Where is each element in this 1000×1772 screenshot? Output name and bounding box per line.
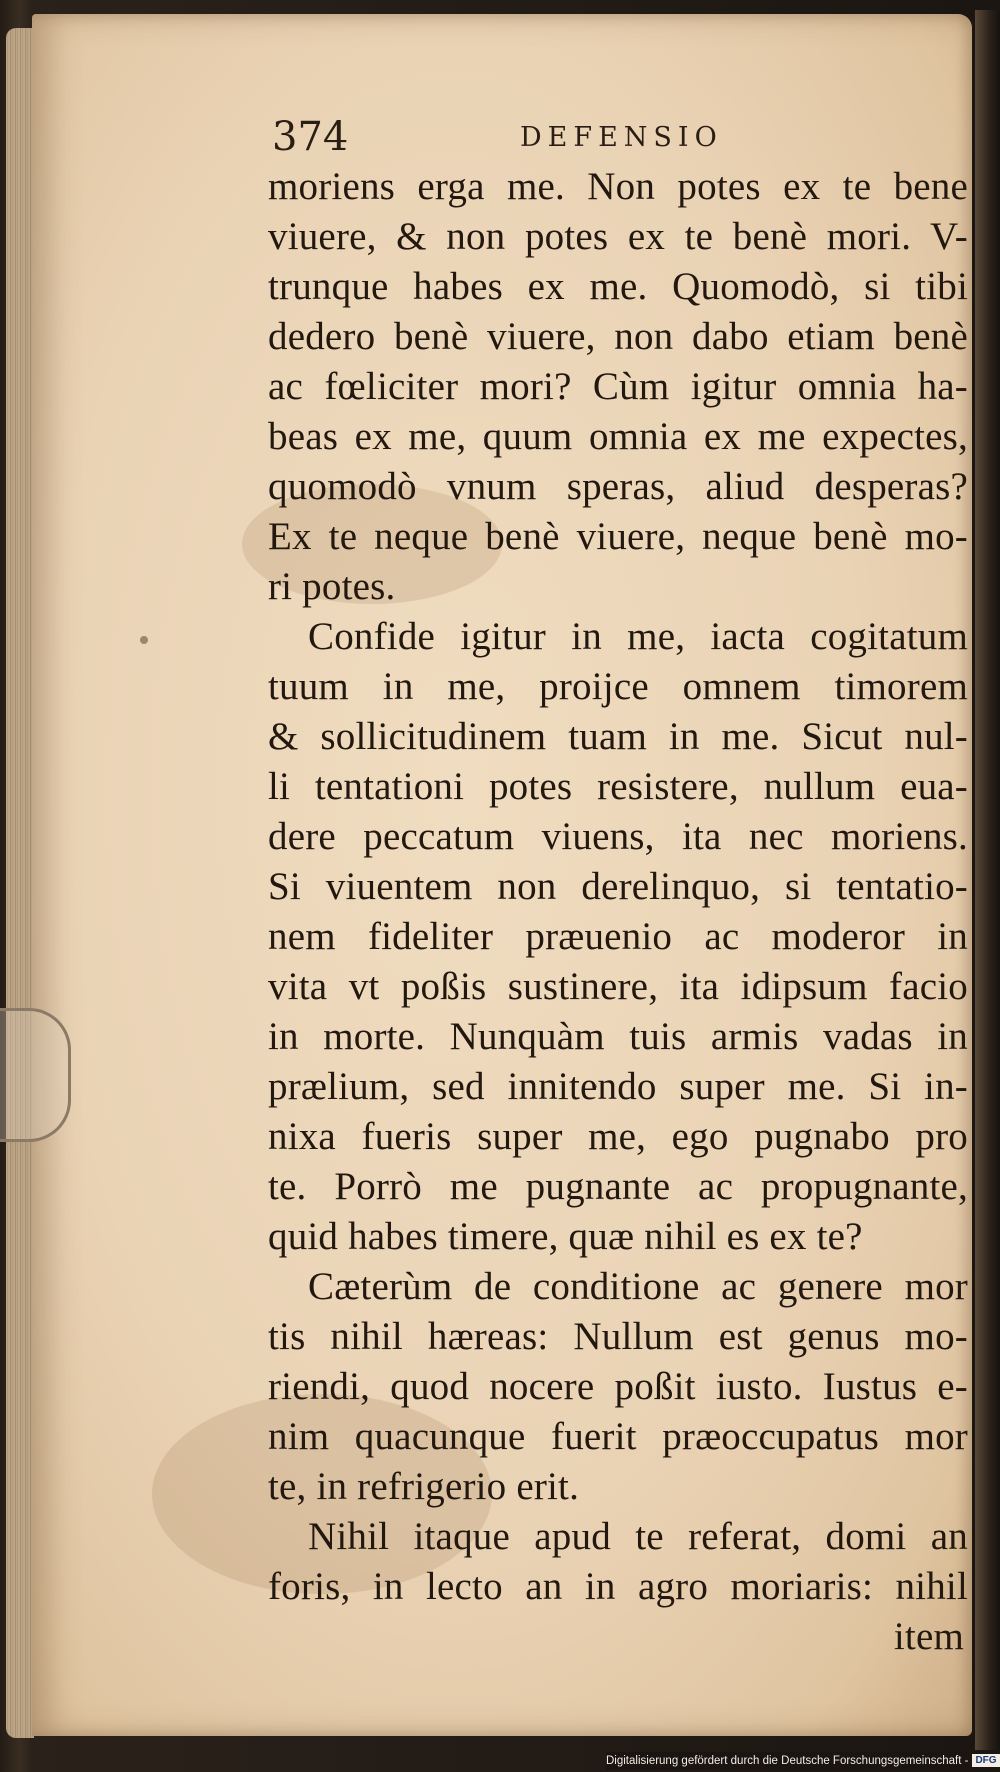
text-line: tis nihil hæreas: Nullum est genus mo- [268, 1315, 968, 1358]
book-binding-edge [975, 10, 1000, 1750]
catchword: item [893, 1615, 964, 1658]
text-line: dedero benè viuere, non dabo etiam benè [268, 315, 968, 358]
text-line: li tentationi potes resistere, nullum eua- [268, 765, 968, 808]
text-line: foris, in lecto an in agro moriaris: nihil [268, 1565, 968, 1608]
text-line: nem fideliter præuenio ac moderor in [268, 915, 968, 958]
credit-text: Digitalisierung gefördert durch die Deutsche Forschungsgemeinschaft - [606, 1755, 969, 1767]
book-clip [0, 1008, 71, 1142]
ink-spot [140, 636, 148, 644]
text-line: te, in refrigerio erit. [268, 1465, 580, 1508]
text-line: nixa fueris super me, ego pugnabo pro [268, 1115, 968, 1158]
text-line: Cæterùm de conditione ac genere mor [308, 1265, 968, 1308]
dfg-logo: DFG [972, 1754, 999, 1767]
text-line: quomodò vnum speras, aliud desperas? [268, 465, 968, 508]
text-line: Confide igitur in me, iacta cogitatum [308, 615, 968, 658]
text-line: Ex te neque benè viuere, neque benè mo- [268, 515, 968, 558]
text-line: trunque habes ex me. Quomodò, si tibi [268, 265, 968, 308]
page-header [272, 112, 792, 162]
text-line: te. Porrò me pugnante ac propugnante, [268, 1165, 968, 1208]
text-line: prælium, sed innitendo super me. Si in- [268, 1065, 968, 1108]
text-line: viuere, & non potes ex te benè mori. V- [268, 215, 968, 258]
text-line: Si viuentem non derelinquo, si tentatio- [268, 865, 968, 908]
text-line: beas ex me, quum omnia ex me expectes, [268, 415, 968, 458]
text-line: Nihil itaque apud te referat, domi an [308, 1515, 968, 1558]
text-line: ac fœliciter mori? Cùm igitur omnia ha- [268, 365, 968, 408]
text-line: nim quacunque fuerit præoccupatus mor [268, 1415, 968, 1458]
text-line: moriens erga me. Non potes ex te bene [268, 165, 968, 208]
text-line: ri potes. [268, 565, 396, 608]
text-line: tuum in me, proijce omnem timorem [268, 665, 968, 708]
text-line: in morte. Nunquàm tuis armis vadas in [268, 1015, 968, 1058]
digitization-credit [606, 1752, 996, 1770]
page-text [268, 162, 968, 1662]
book-page-edges [6, 28, 34, 1738]
running-head: DEFENSIO [520, 122, 723, 153]
text-line: & sollicitudinem tuam in me. Sicut nul- [268, 715, 968, 758]
page-number: 374 [272, 114, 349, 160]
text-line: dere peccatum viuens, ita nec moriens. [268, 815, 968, 858]
text-line: riendi, quod nocere poßit iusto. Iustus e- [268, 1365, 968, 1408]
text-line: quid habes timere, quæ nihil es ex te? [268, 1215, 863, 1258]
text-line: vita vt poßis sustinere, ita idipsum facio [268, 965, 968, 1008]
